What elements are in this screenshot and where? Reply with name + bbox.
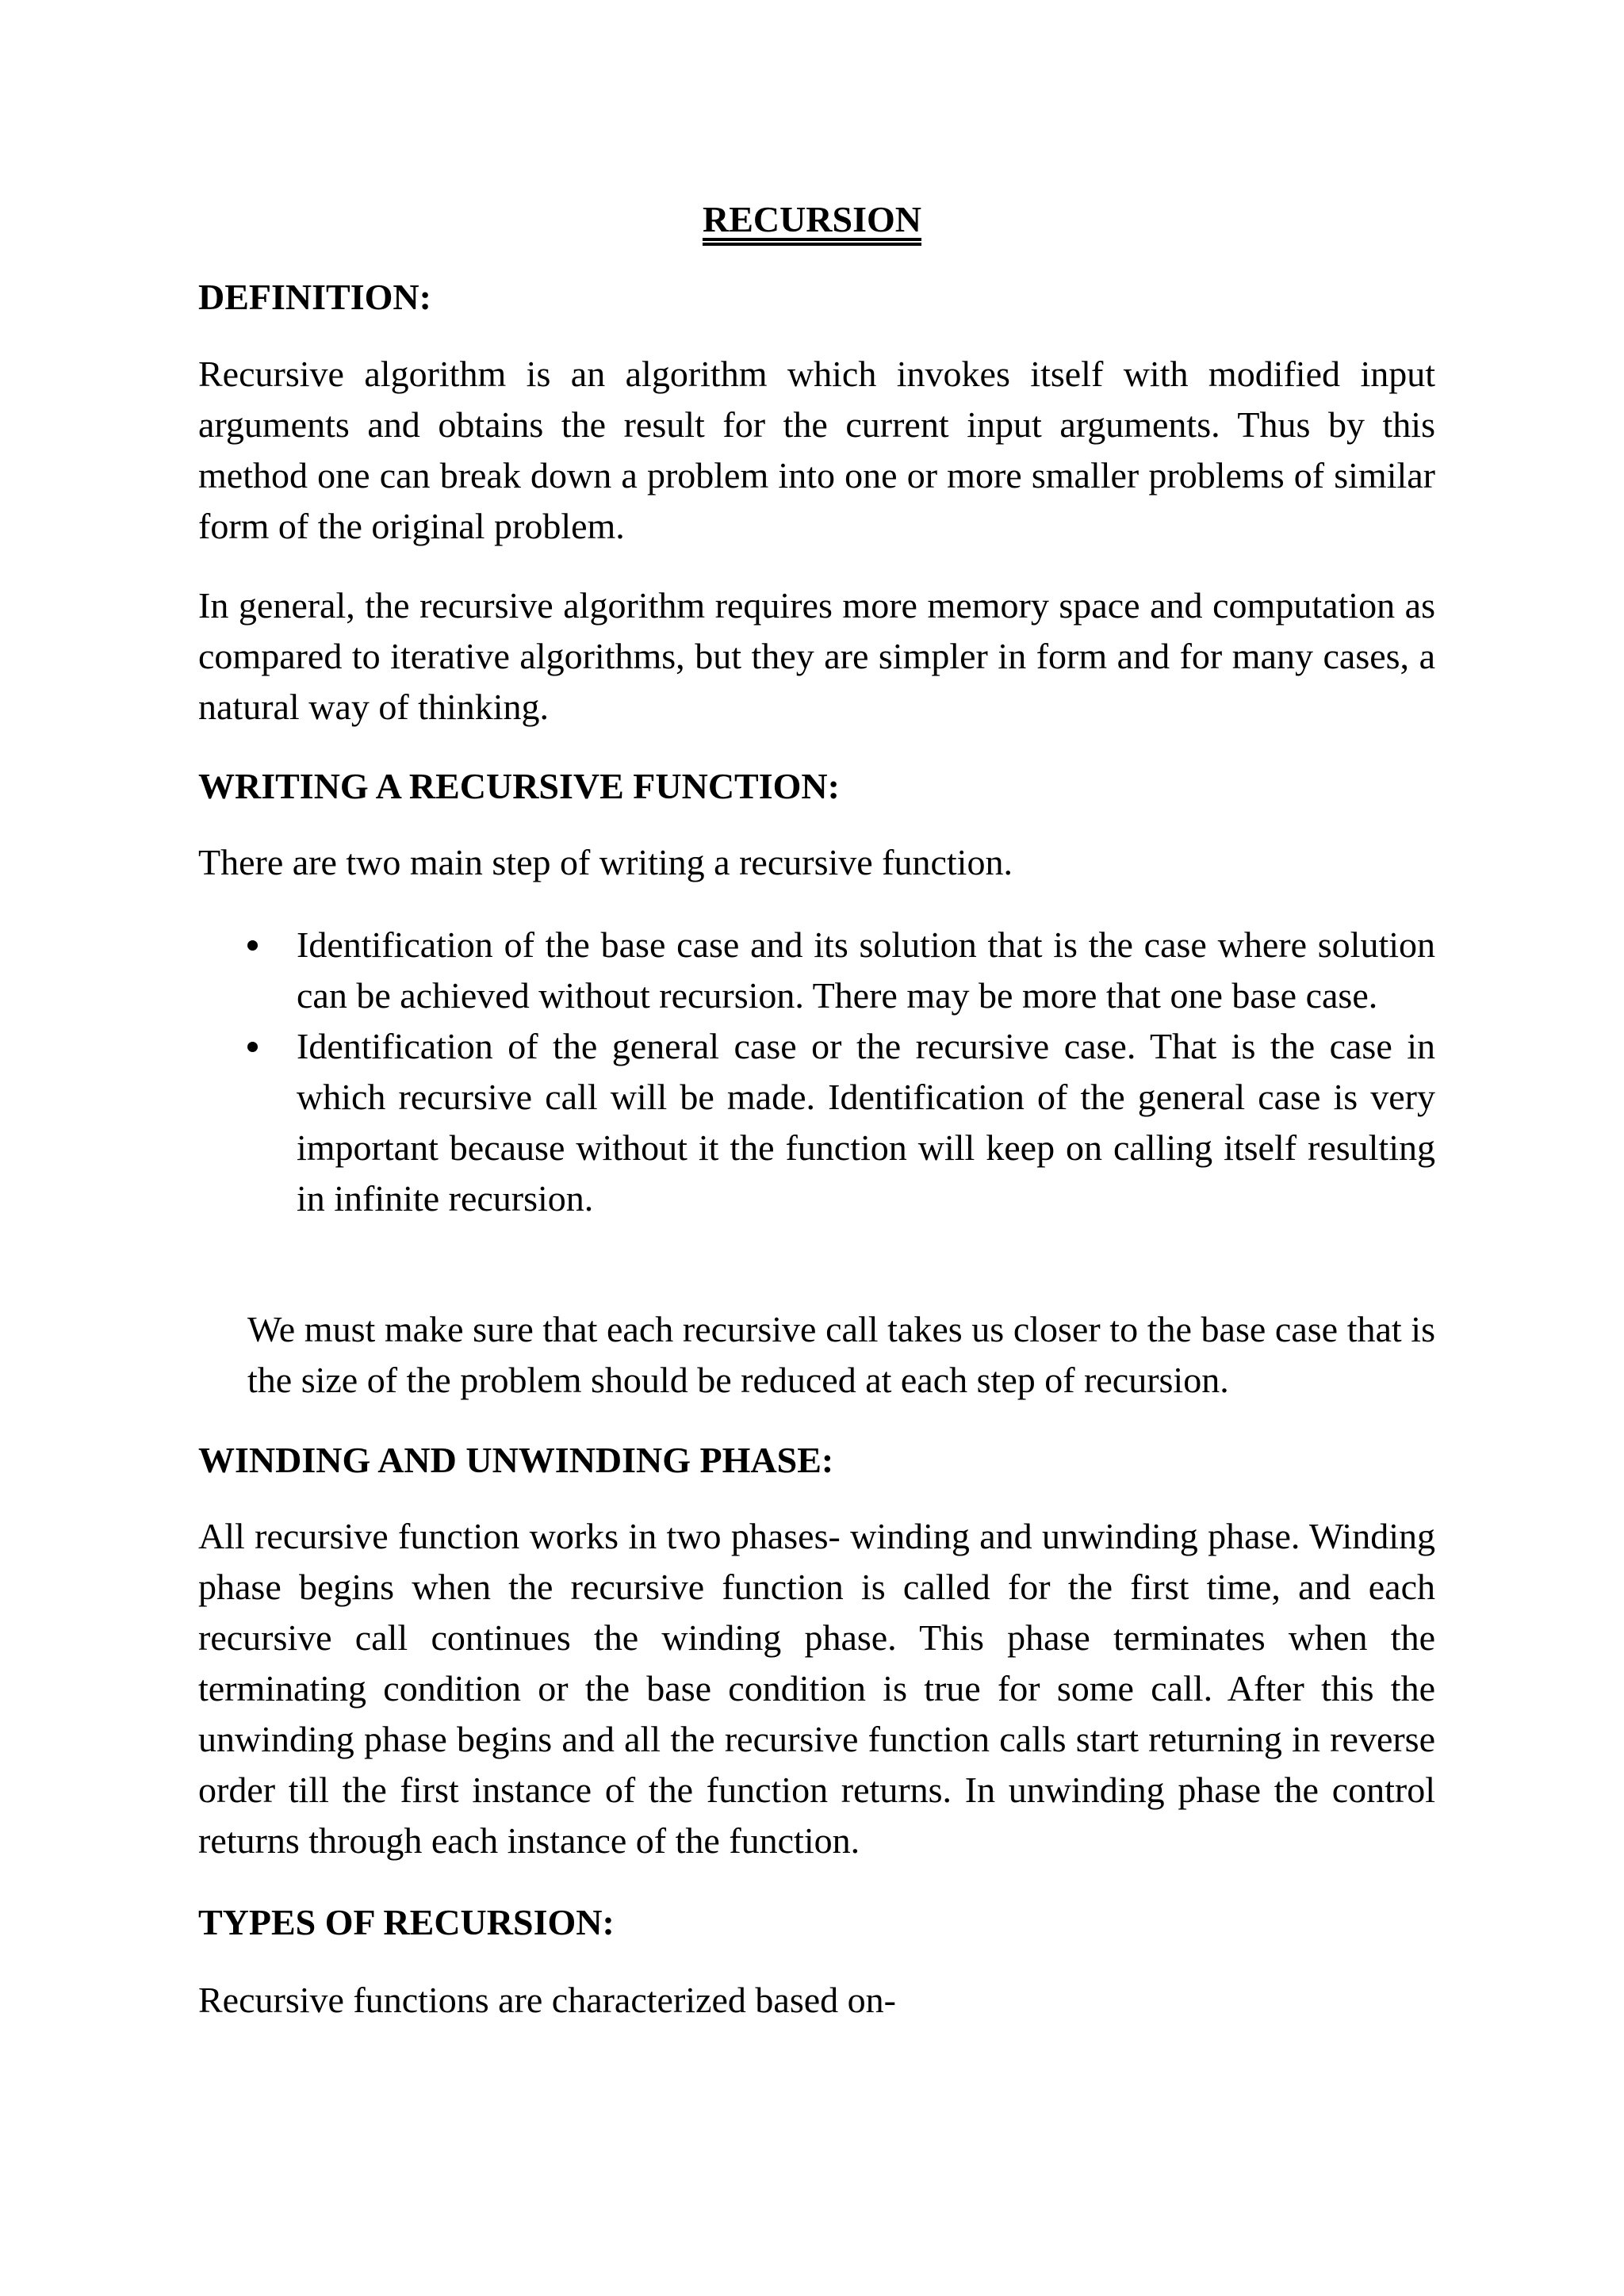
list-item-text: Identification of the base case and its solution that is the case where solution can be achieved without recursion. There may be more that one base case. xyxy=(297,924,1435,1016)
list-item xyxy=(198,920,1435,1021)
types-of-recursion-heading: TYPES OF RECURSION: xyxy=(198,1902,615,1942)
memory-comparison-paragraph: In general, the recursive algorithm requires more memory space and computation as compared to iterative algorithms, but they are simpler in form and for many cases, a natural way of thinking. xyxy=(198,585,1435,727)
list-item-text: Identification of the general case or the recursive case. That is the case in which recursive call will be made. Identification of the general case is very important because without it the function will keep on calling itself resulting in infinite recursion. xyxy=(297,1026,1435,1219)
base-case-note-paragraph: We must make sure that each recursive call takes us closer to the base case that is the size of the problem should be reduced at each step of recursion. xyxy=(247,1309,1435,1400)
bullet-icon xyxy=(247,1042,258,1052)
definition-heading: DEFINITION: xyxy=(198,277,431,317)
steps-bullet-list xyxy=(198,920,1435,1224)
types-intro-paragraph: Recursive functions are characterized based on- xyxy=(198,1980,896,2020)
winding-unwinding-paragraph: All recursive function works in two phases- winding and unwinding phase. Winding phase begins when the recursive function is called for the first time, and each recursive call continues the winding phase. This phase terminates when the terminating condition or the base condition is true for some call. After this the unwinding phase begins and all the recursive function calls start returning in reverse order till the first instance of the function returns. In unwinding phase the control returns through each instance of the function. xyxy=(198,1516,1435,1861)
winding-unwinding-heading: WINDING AND UNWINDING PHASE: xyxy=(198,1440,834,1480)
bullet-icon xyxy=(247,940,258,951)
page-title: RECURSION xyxy=(702,199,922,239)
definition-paragraph: Recursive algorithm is an algorithm which invokes itself with modified input arguments and obtains the result for the current input arguments. Thus by this method one can break down a problem into one or more smaller problems of similar form of the original problem. xyxy=(198,354,1435,546)
writing-intro-paragraph: There are two main step of writing a recursive function. xyxy=(198,842,1013,882)
list-item xyxy=(198,1021,1435,1224)
writing-recursive-function-heading: WRITING A RECURSIVE FUNCTION: xyxy=(198,766,840,806)
